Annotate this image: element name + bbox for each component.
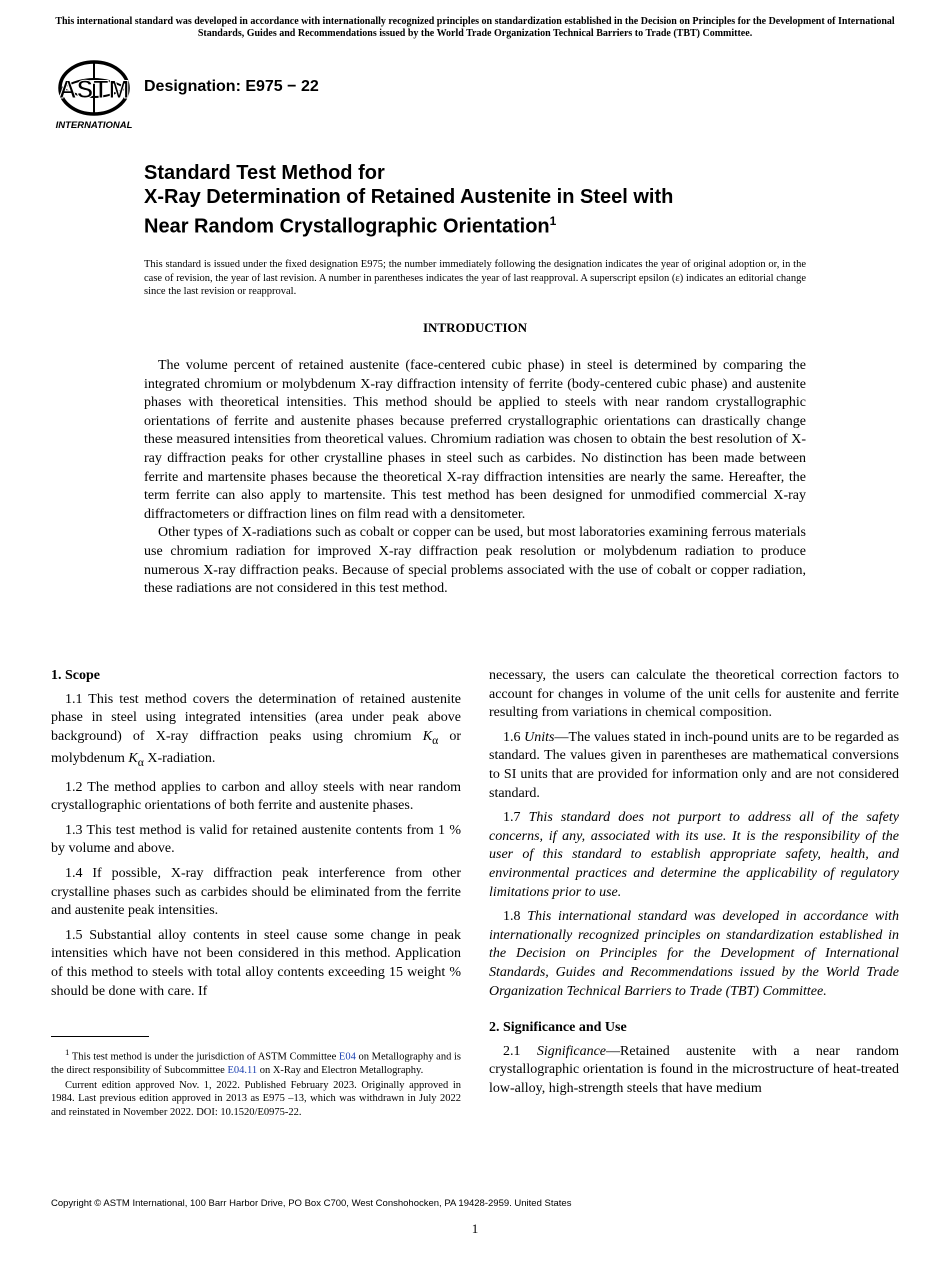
para-1-8-number: 1.8 [503,909,528,925]
astm-logo-subtext: INTERNATIONAL [55,120,133,131]
para-1-8-text: This international standard was developed in accordance with internationally recognized principles on standardization established in the Decision on Principles for the Development of International Standards, Guides and Recommendations issued by the World Trade Organization Technical Barriers to Trade (TBT) Committee. [489,909,900,999]
para-1-6 [489,729,899,803]
footnote-1-text-b: on Metallography and is the direct responsibility of Subcommittee [51,1051,461,1076]
k-alpha-subscript: α [432,733,439,747]
para-1-4: 1.4 If possible, X-ray diffraction peak interference from other crystalline phases such as carbides should be eliminated from the ferrite and austenite peak intensities. [51,865,461,919]
para-1-1 [51,691,461,773]
astm-logo-wordmark: ASTM [58,76,130,104]
para-1-6-text: —The values stated in inch-pound units are to be regarded as standard. The values given in parentheses are mathematical conversions to SI units that are provided for information only and are not considered standard. [489,729,900,801]
footnote-1-mark: 1 [65,1047,70,1057]
footnote-edition: Current edition approved Nov. 1, 2022. Published February 2023. Originally approved in 1984. Last previous edition approved in 2013 as E975 –13, which was withdrawn in July 2022 and reinstated in November 2022. DOI: 10.1520/E0975-22. [51,1080,461,1118]
left-column [51,667,461,1007]
introduction-body [144,357,806,599]
para-1-1-text-c: X-radiation. [143,751,216,767]
introduction-heading: INTRODUCTION [422,320,527,335]
para-1-1-text-b: or molybdenum [51,728,461,767]
astm-logo [52,58,136,132]
para-1-8 [489,908,899,1001]
section-2-heading: 2. Significance and Use [489,1020,627,1036]
top-notice: This international standard was developed in accordance with internationally recognized principles on standardization established in the Decision on Principles for the Development of International Standards, Guides and Recommendations issued by the World Trade Organization Technical Barriers to Trade (TBT) Committee. [55,16,895,39]
k-alpha-subscript: α [137,755,144,769]
para-2-1 [489,1043,899,1099]
para-2-1-text: —Retained austenite with a near random crystallographic orientation is found in the microstructure of heat-treated low-alloy, high-strength steels that have medium [489,1043,900,1096]
para-1-7-number: 1.7 [503,810,529,826]
para-1-6-term: Units [524,729,555,745]
para-1-1-text-a: 1.1 This test method covers the determination of retained austenite phase in steel using integrated intensities (area under peak above background) of X-ray diffraction peaks using chromium [51,691,461,744]
designation: Designation: E975 − 22 [144,78,319,95]
footnote-1-text-a: This test method is under the jurisdiction of ASTM Committee [69,1051,339,1063]
introduction-paragraph-1: The volume percent of retained austenite (face-centered cubic phase) in steel is determined by comparing the integrated chromium or molybdenum X-ray diffraction intensity of ferrite (body-centered cubic phase) and austenite phases with theoretical intensities. This method should be applied to steels with near random crystallographic orientations of ferrite and austenite phases because preferred crystallographic orientations can drastically change these measured intensities from theoretical values. Chromium radiation was chosen to obtain the best resolution of X-ray diffraction peaks for other crystalline phases in steel such as carbides. No distinction has been made between ferrite and martensite phases because the theoretical X-ray diffraction intensities are nearly the same. Hereafter, the term ferrite can also apply to martensite. This test method has been designed for unmodified commercial X-ray diffractometers or diffraction lines on film read with a densitometer. [144,358,806,522]
footnotes [51,1046,461,1121]
title-line-1: Standard Test Method for [144,162,385,184]
page-number: 1 [471,1221,479,1236]
footnote-1-text-c: on X-Ray and Electron Metallography. [257,1064,424,1076]
copyright-notice: Copyright © ASTM International, 100 Barr Harbor Drive, PO Box C700, West Conshohocken, PA 19428-2959. United States [51,1198,572,1209]
title-line-2: X-Ray Determination of Retained Austenite in Steel with [144,186,674,208]
para-1-6-number: 1.6 [503,729,525,745]
introduction-paragraph-2: Other types of X-radiations such as cobalt or copper can be used, but most laboratories examining ferrous materials use chromium radiation for improved X-ray diffraction peak resolution or molybdenum radiation to produce numerous X-ray diffraction peaks. Because of special problems associated with the use of cobalt or copper radiation, these radiations are not considered in this test method. [144,525,806,597]
para-1-2: 1.2 The method applies to carbon and alloy steels with near random crystallographic orientations of both ferrite and austenite phases. [51,779,461,814]
footnote-1 [51,1046,461,1077]
title-footnote-mark[interactable]: 1 [549,214,557,228]
para-1-7-text: This standard does not purport to address all of the safety concerns, if any, associated with its use. It is the responsibility of the user of this standard to establish appropriate safety, health, and environmental practices and determine the applicability of regulatory limitations prior to use. [489,810,900,900]
para-1-5-continued: necessary, the users can calculate the theoretical correction factors to account for changes in volume of the unit cells for austenite and ferrite resulting from variations in chemical composition. [489,668,899,721]
para-2-1-term: Significance [536,1043,607,1059]
section-1-heading: 1. Scope [51,668,100,683]
title-line-3-text: Near Random Crystallographic Orientation [144,215,550,238]
para-1-5: 1.5 Substantial alloy contents in steel cause some change in peak intensities which have not been considered in this method. Application of this method to steels with total alloy contents exceeding 15 weight % should be done with care. If [51,927,461,999]
fixed-designation-note: This standard is issued under the fixed designation E975; the number immediately following the designation indicates the year of original adoption or, in the case of revision, the year of last revision. A number in parentheses indicates the year of last reapproval. A superscript epsilon (ε) indicates an editorial change since the last revision or reapproval. [144,259,806,297]
para-2-1-number: 2.1 [503,1043,537,1059]
document-title [144,161,844,239]
subcommittee-e04-11-link[interactable]: E04.11 [227,1064,258,1076]
para-1-7 [489,809,899,902]
para-1-3: 1.3 This test method is valid for retained austenite contents from 1 % by volume and above. [51,822,461,857]
k-alpha-symbol: K [422,728,433,744]
committee-e04-link[interactable]: E04 [338,1051,356,1063]
footnote-divider [51,1036,149,1037]
title-line-3 [144,209,844,239]
k-alpha-symbol: K [128,751,138,767]
right-column [489,667,899,1104]
